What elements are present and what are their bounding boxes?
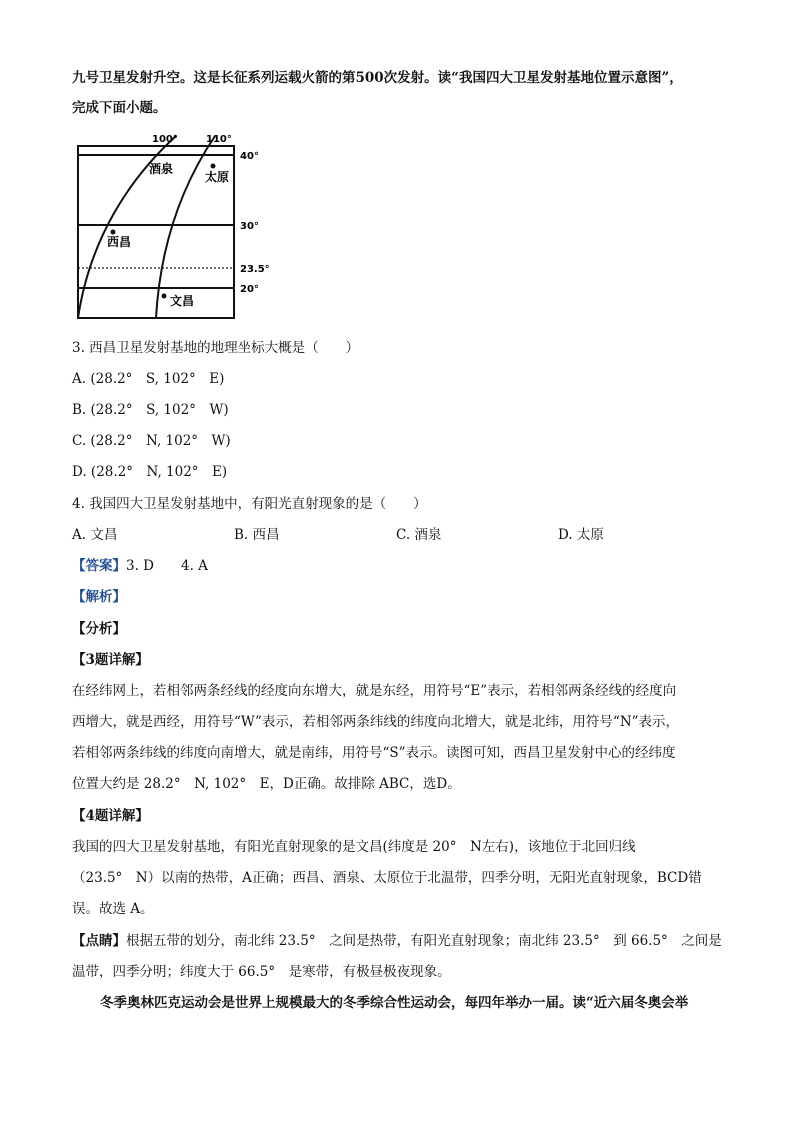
detail3-line-3: 若相邻两条纬线的纬度向南增大，就是南纬，用符号“S”表示。读图可知，西昌卫星发射中心的经纬度 (72, 745, 676, 761)
q4-option-c: C. 酒泉 (396, 527, 442, 543)
detail4-line-3: 误。故选 A。 (72, 901, 154, 917)
site-label-xichang: 西昌 (107, 235, 132, 249)
tip-line-2: 温带，四季分明；纬度大于 66.5° 是寒带，有极昼极夜现象。 (72, 964, 451, 980)
tip-line-1 (72, 931, 722, 951)
site-label-jiuquan: 酒泉 (149, 162, 174, 176)
lat-label-20: 20° (240, 284, 259, 295)
answer-tag: 【答案】 (72, 558, 126, 574)
q3-option-c: C. (28.2° N, 102° W) (72, 433, 231, 449)
q4-option-a: A. 文昌 (72, 527, 118, 543)
lat-label-40: 40° (240, 151, 259, 162)
detail3-heading: 【3题详解】 (72, 652, 149, 668)
launch-sites-map (60, 128, 280, 324)
fenxi-tag: 【分析】 (72, 621, 126, 637)
lat-label-30: 30° (240, 221, 259, 232)
answer-text: 3. D 4. A (126, 558, 208, 574)
answer-line (72, 556, 722, 576)
q3-option-a: A. (28.2° S, 102° E) (72, 371, 225, 387)
analysis-tag: 【解析】 (72, 589, 126, 605)
detail4-line-2: （23.5° N）以南的热带，A正确；西昌、酒泉、太原位于北温带，四季分明，无阳光直射现象，BCD错 (72, 870, 702, 886)
detail3-line-4: 位置大约是 28.2° N, 102° E，D正确。故排除 ABC，选D。 (72, 776, 461, 792)
detail4-line-1: 我国的四大卫星发射基地，有阳光直射现象的是文昌(纬度是 20° N左右)，该地位于北回归线 (72, 839, 636, 855)
q3-option-b: B. (28.2° S, 102° W) (72, 402, 229, 418)
site-dot-wenchang (162, 294, 167, 299)
q4-option-b: B. 西昌 (234, 527, 280, 543)
q3-stem: 3. 西昌卫星发射基地的地理坐标大概是（ ） (72, 340, 360, 356)
detail3-line-2: 西增大，就是西经，用符号“W”表示，若相邻两条纬线的纬度向北增大，就是北纬，用符号“N”表示， (72, 714, 680, 730)
detail3-line-1: 在经纬网上，若相邻两条经线的经度向东增大，就是东经，用符号“E”表示，若相邻两条经线的经度向 (72, 683, 677, 699)
site-dot-xichang (111, 230, 116, 235)
q4-stem: 4. 我国四大卫星发射基地中，有阳光直射现象的是（ ） (72, 496, 427, 512)
detail4-heading: 【4题详解】 (72, 808, 149, 824)
site-dot-taiyuan (211, 164, 216, 169)
intro-line-1: 九号卫星发射升空。这是长征系列运载火箭的第500次发射。读“我国四大卫星发射基地位置示意图”， (72, 70, 683, 86)
tip-text-1: 根据五带的划分，南北纬 23.5° 之间是热带，有阳光直射现象；南北纬 23.5° 到 66.5° 之间是 (126, 933, 722, 949)
tip-tag: 【点睛】 (72, 933, 126, 949)
lat-label-23-5: 23.5° (240, 264, 270, 275)
q3-option-d: D. (28.2° N, 102° E) (72, 464, 228, 480)
q4-option-d: D. 太原 (558, 527, 604, 543)
next-passage-line-1: 冬季奥林匹克运动会是世界上规模最大的冬季综合性运动会，每四年举办一届。读“近六届冬奥会举 (100, 995, 689, 1011)
lon-label-110: 110° (206, 134, 232, 145)
intro-line-2: 完成下面小题。 (72, 100, 167, 116)
site-label-wenchang: 文昌 (170, 294, 195, 308)
site-label-taiyuan: 太原 (205, 170, 230, 184)
lon-label-100: 100° (152, 134, 178, 145)
